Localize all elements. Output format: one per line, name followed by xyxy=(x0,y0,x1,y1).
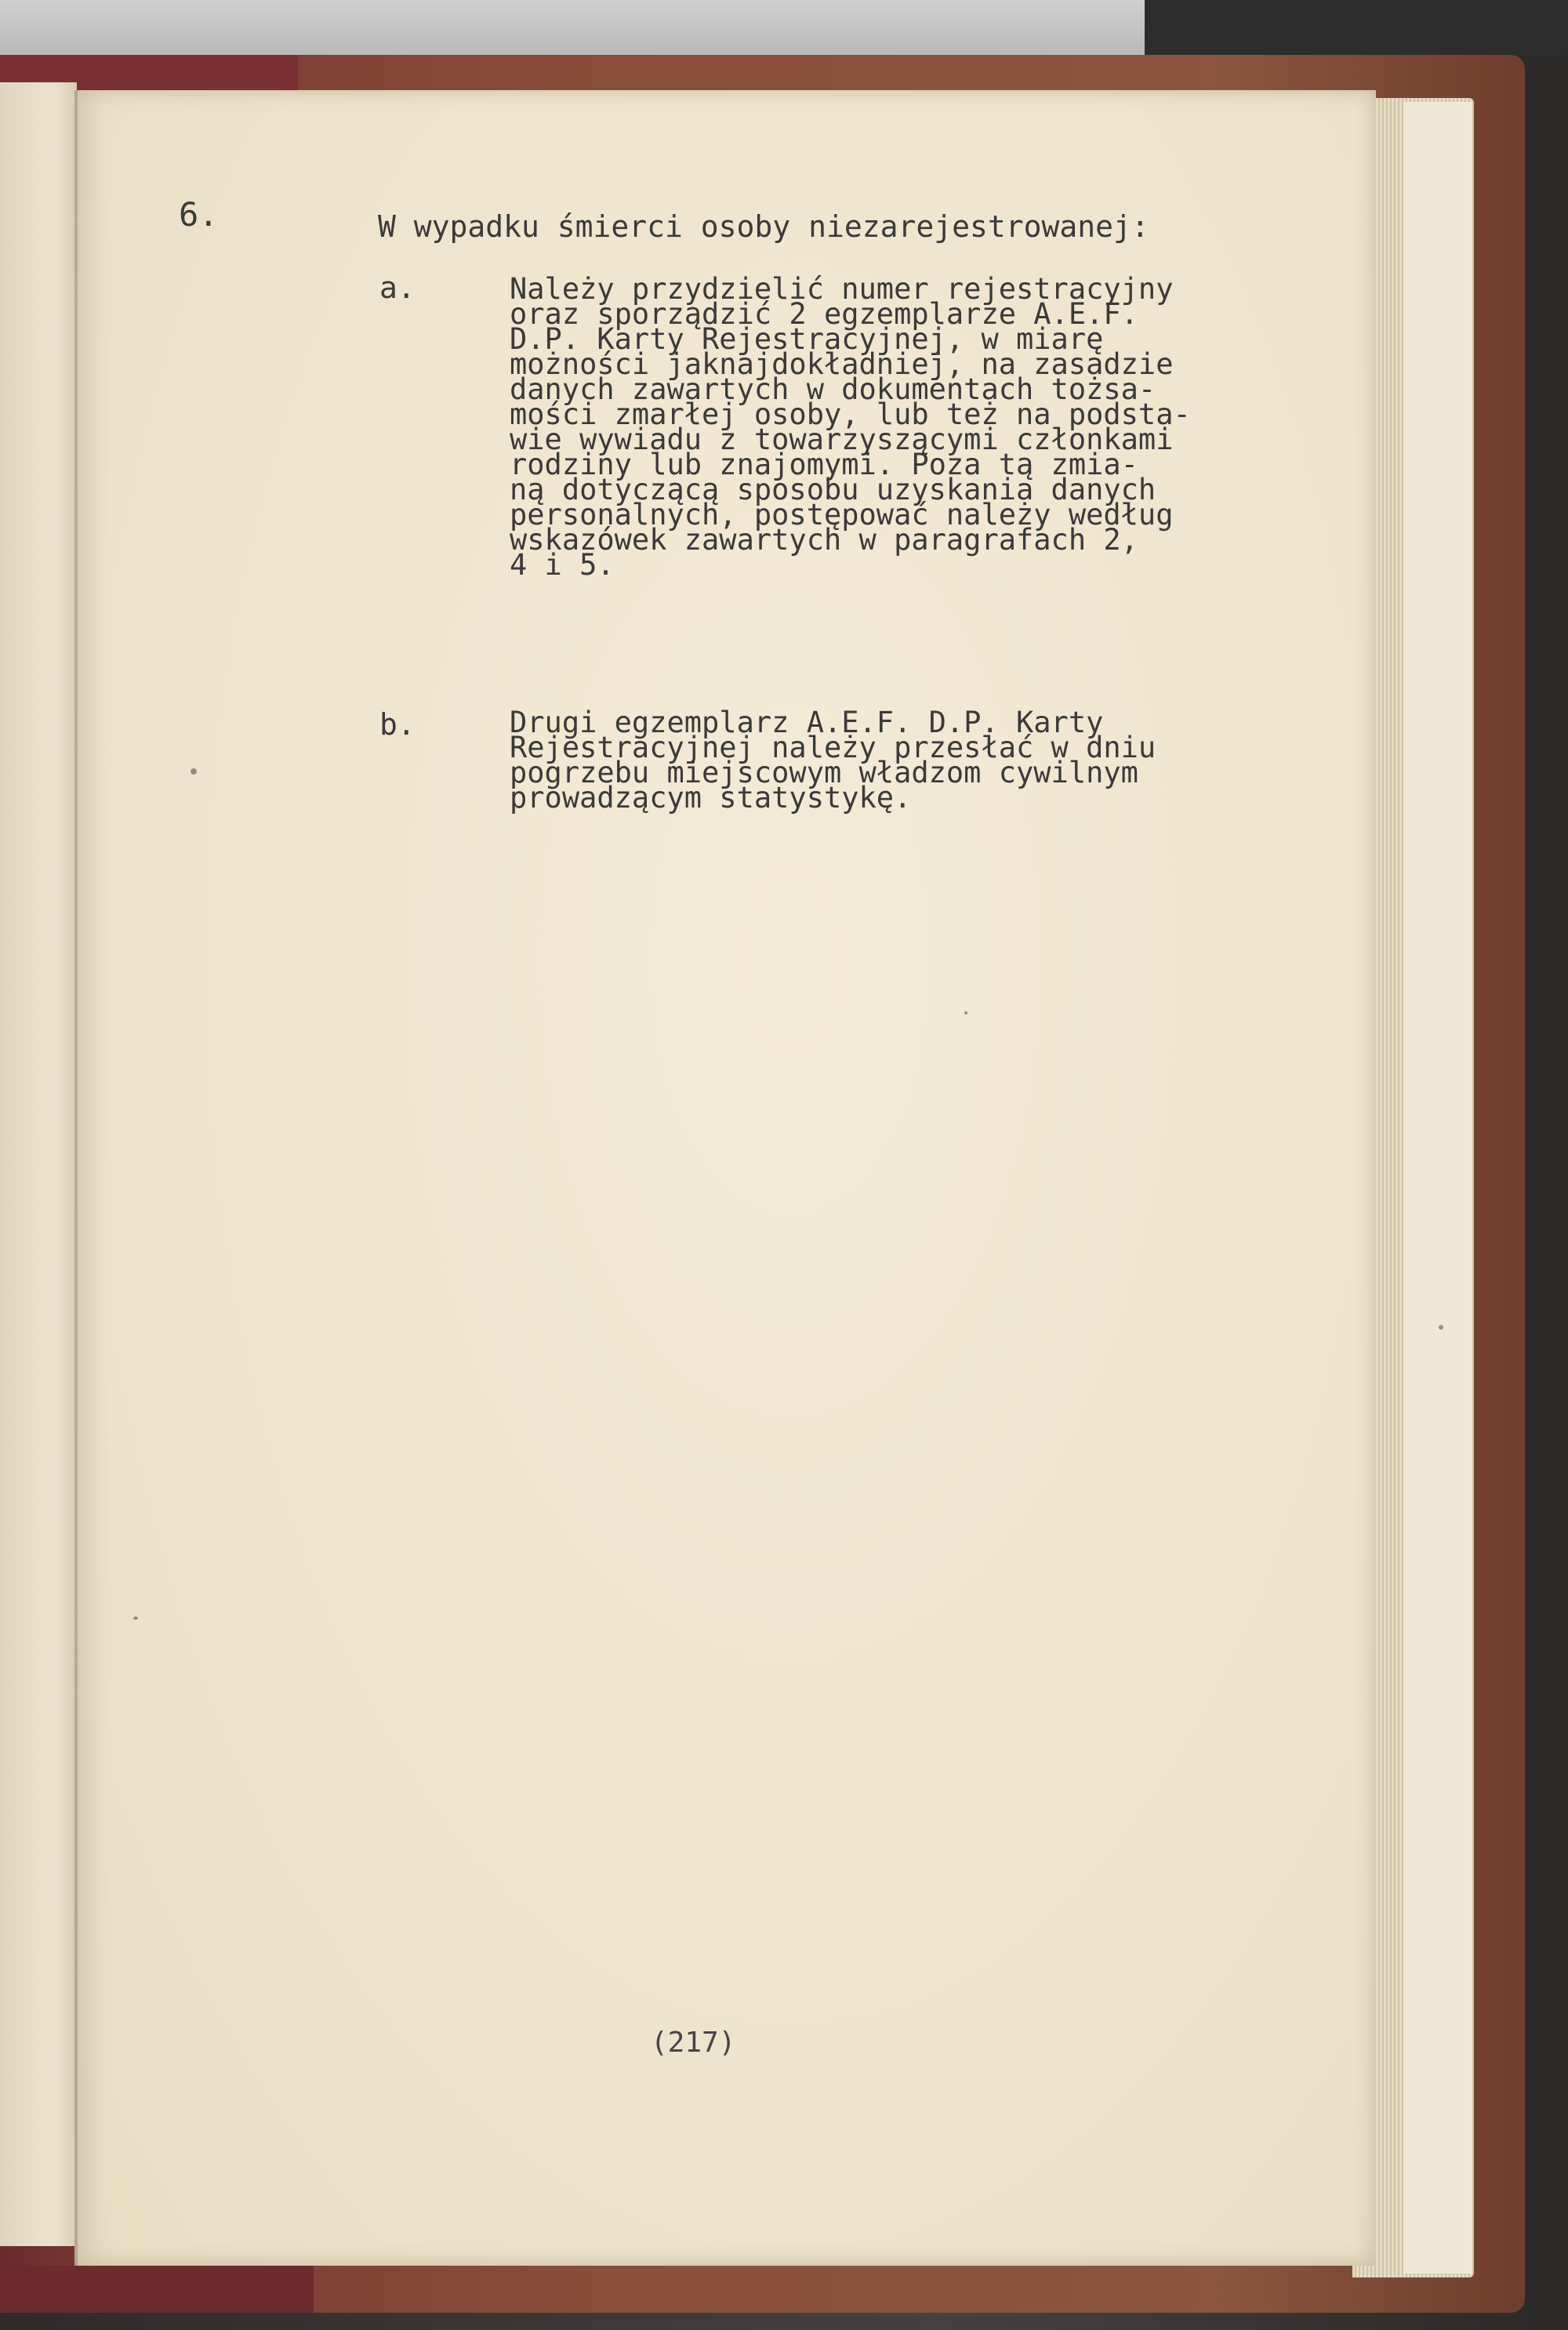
paragraph-line: wskazówek zawartych w paragrafach 2, xyxy=(510,523,1138,557)
paper-speck xyxy=(964,1011,967,1014)
paragraph-line: prowadzącym statystykę. xyxy=(510,781,912,815)
paragraph-line: Drugi egzemplarz A.E.F. D.P. Karty xyxy=(510,706,1104,739)
cover-spine-band-bottom xyxy=(0,2266,314,2313)
paragraph-line: mości zmarłej osoby, lub też na podsta- xyxy=(510,397,1191,431)
paper-speck xyxy=(133,1617,138,1620)
paragraph-line: oraz sporządzić 2 egzemplarze A.E.F. xyxy=(510,297,1138,331)
paragraph-line: pogrzebu miejscowym władzom cywilnym xyxy=(510,756,1138,789)
paragraph-line: danych zawartych w dokumentach tożsa- xyxy=(510,372,1156,406)
scanner-bed-shadow xyxy=(1145,0,1568,55)
item-paragraph-a xyxy=(510,272,1301,582)
paragraph-line: personalnych, postępować należy według xyxy=(510,498,1174,532)
paragraph-line: Rejestracyjnej należy przesłać w dniu xyxy=(510,731,1156,764)
paper-speck xyxy=(1439,1325,1443,1330)
page-edges-light xyxy=(1403,102,1472,2274)
item-label-b: b. xyxy=(379,707,416,742)
previous-page-sliver xyxy=(0,82,77,2246)
section-number: 6. xyxy=(179,195,219,234)
page-gutter xyxy=(74,90,78,2266)
paragraph-line: D.P. Karty Rejestracyjnej, w miarę xyxy=(510,322,1104,356)
paper-speck xyxy=(191,768,197,775)
item-label-a: a. xyxy=(379,270,416,305)
item-paragraph-b xyxy=(510,706,1301,815)
paragraph-line: ną dotyczącą sposobu uzyskania danych xyxy=(510,473,1156,506)
paragraph-line: możności jaknajdokładniej, na zasadzie xyxy=(510,347,1174,381)
paragraph-line: wie wywiadu z towarzyszącymi członkami xyxy=(510,423,1174,456)
page-number: (217) xyxy=(651,2027,736,2059)
section-heading: W wypadku śmierci osoby niezarejestrowanej: xyxy=(378,209,1149,244)
paragraph-line: 4 i 5. xyxy=(510,548,615,582)
paragraph-line: Należy przydzielić numer rejestracyjny xyxy=(510,272,1174,306)
paragraph-line: rodziny lub znajomymi. Poza tą zmia- xyxy=(510,448,1138,481)
